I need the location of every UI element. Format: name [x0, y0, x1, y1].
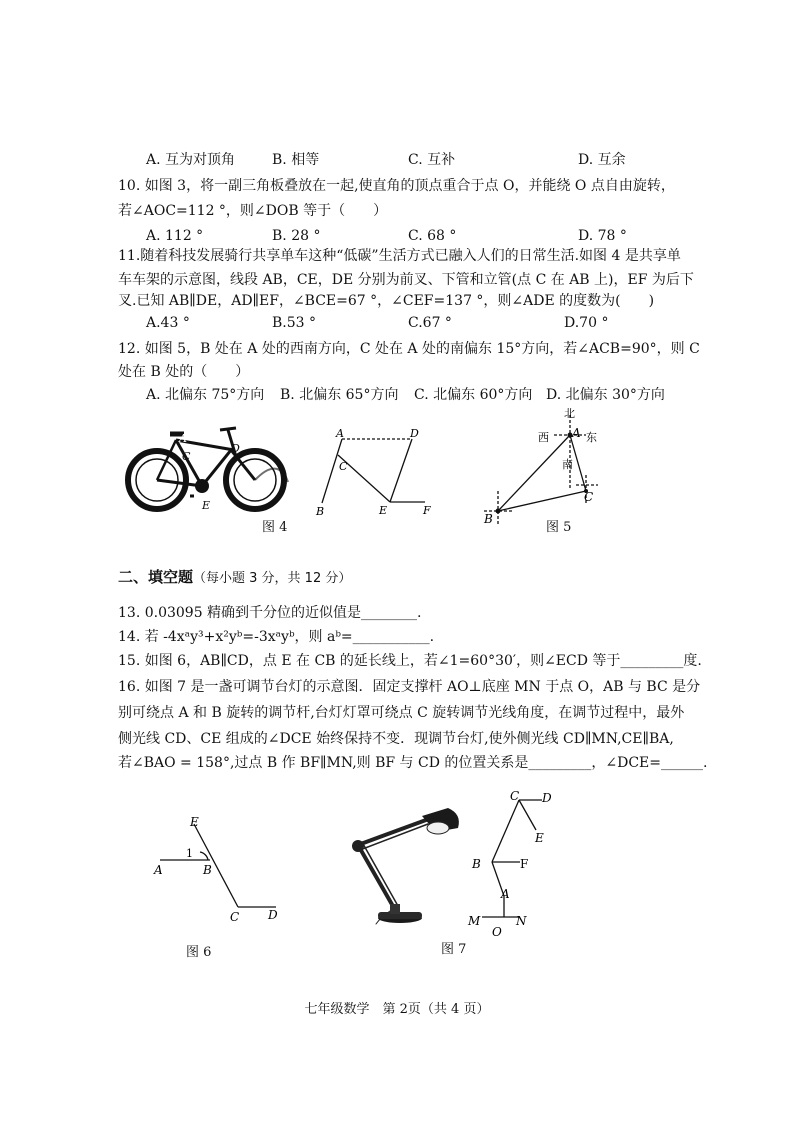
q11-option-d: D.70 °	[564, 315, 609, 331]
bike-label-d: D	[231, 442, 240, 455]
frame-label-d: D	[410, 427, 419, 440]
fig6-label-b: B	[203, 863, 212, 877]
q12-line1: 12. 如图 5，B 处在 A 处的西南方向，C 处在 A 处的南偏东 15°方向，若∠ACB=90°，则 C	[118, 341, 700, 357]
fig7-label-f: F	[520, 857, 529, 871]
frame-label-f: F	[423, 504, 431, 517]
q12-option-c: C. 北偏东 60°方向	[414, 387, 533, 403]
q9-options	[146, 150, 666, 170]
q11-option-a: A.43 °	[146, 315, 190, 331]
q12-option-b: B. 北偏东 65°方向	[280, 387, 399, 403]
figure-7-caption: 图 7	[441, 942, 467, 957]
q10-line2: 若∠AOC=112 °，则∠DOB 等于（ ）	[118, 203, 388, 219]
fig7-label-c: C	[510, 789, 520, 803]
fig7-label-o: O	[492, 925, 502, 939]
figure-7-schematic	[462, 786, 572, 940]
q10-options	[146, 226, 666, 246]
figure-5-caption: 图 5	[546, 520, 572, 535]
fig6-label-e: E	[190, 815, 199, 829]
frame-label-b: B	[316, 505, 325, 518]
bike-label-c: C	[182, 450, 191, 463]
q10-option-b: B. 28 °	[272, 228, 321, 244]
q12-option-a: A. 北偏东 75°方向	[146, 387, 265, 403]
q11-option-c: C.67 °	[408, 315, 452, 331]
fig7-label-e: E	[535, 831, 544, 845]
bike-label-a: A	[179, 432, 187, 445]
fig7-label-n: N	[516, 914, 527, 928]
q12-options	[146, 385, 676, 405]
q16-line3: 侧光线 CD、CE 组成的∠DCE 始终保持不变．现调节台灯,使外侧光线 CD∥MN,CE∥BA,	[118, 731, 674, 747]
frame-label-e: E	[379, 504, 388, 517]
q11-options	[146, 313, 666, 333]
q12-line2: 处在 B 处的（ ）	[118, 364, 250, 380]
fig7-label-b: B	[472, 857, 481, 871]
frame-label-a: A	[336, 427, 344, 440]
q11-option-b: B.53 °	[272, 315, 317, 331]
q9-option-c: C. 互补	[408, 152, 456, 168]
q11-line2: 车车架的示意图，线段 AB，CE，DE 分别为前叉、下管和立管(点 C 在 AB 上)，EF 为后下	[118, 272, 694, 288]
section-2-heading	[118, 566, 351, 587]
fig7-label-m: M	[468, 914, 481, 928]
section-2-title: 二、填空题	[118, 568, 194, 586]
compass-label-a: A	[572, 426, 581, 440]
page-footer: 七年级数学 第 2页（共 4 页）	[304, 1002, 490, 1017]
section-2-note: （每小题 3 分，共 12 分）	[193, 571, 352, 586]
q11-line1: 11.随着科技发展骑行共享单车这种“低碳”生活方式已融入人们的日常生活.如图 4 是共享单	[118, 248, 681, 264]
q9-option-d: D. 互余	[578, 152, 626, 168]
compass-west: 西	[538, 431, 549, 444]
fig6-label-d: D	[268, 908, 278, 922]
compass-south: 南	[562, 458, 573, 471]
fig6-label-c: C	[230, 910, 240, 922]
q12-option-d: D. 北偏东 30°方向	[546, 387, 665, 403]
fig7-label-d: D	[542, 791, 552, 805]
figure-4-caption: 图 4	[262, 520, 288, 535]
q14-text: 14. 若 -4xᵃy³+x²yᵇ=-3xᵃyᵇ，则 aᵇ=___________.	[118, 629, 435, 645]
q10-option-a: A. 112 °	[146, 228, 204, 244]
compass-label-b: B	[484, 512, 493, 526]
q9-option-a: A. 互为对顶角	[146, 152, 236, 168]
figure-4-frame	[310, 425, 440, 520]
figure-4-bicycle	[124, 420, 294, 520]
figure-5-compass	[476, 405, 606, 530]
figure-7-lamp	[340, 800, 470, 935]
q9-option-b: B. 相等	[272, 152, 320, 168]
bike-label-e: E	[202, 499, 211, 512]
q16-line4: 若∠BAO = 158°,过点 B 作 BF∥MN,则 BF 与 CD 的位置关系是_________，∠DCE=______.	[118, 755, 708, 771]
q15-text: 15. 如图 6，AB∥CD，点 E 在 CB 的延长线上，若∠1=60°30′，则∠ECD 等于_________度.	[118, 653, 702, 669]
q16-line2: 别可绕点 A 和 B 旋转的调节杆,台灯灯罩可绕点 C 旋转调节光线角度，在调节过程中，最外	[118, 705, 685, 721]
fig6-label-1: 1	[186, 847, 193, 860]
figure-6-caption: 图 6	[186, 945, 212, 960]
compass-east: 东	[586, 431, 597, 444]
q10-option-d: D. 78 °	[578, 228, 627, 244]
figure-6	[148, 812, 288, 922]
compass-north: 北	[564, 407, 575, 420]
q10-option-c: C. 68 °	[408, 228, 457, 244]
fig7-label-a: A	[501, 887, 510, 901]
bike-label-b: B	[149, 488, 158, 501]
q10-line1: 10. 如图 3，将一副三角板叠放在一起,使直角的顶点重合于点 O，并能绕 O 点自由旋转，	[118, 178, 675, 194]
fig6-label-a: A	[154, 863, 163, 877]
compass-label-c: C	[584, 490, 594, 504]
q11-line3: 叉.已知 AB∥DE，AD∥EF，∠BCE=67 °，∠CEF=137 °，则∠ADE 的度数为( )	[118, 293, 655, 309]
q13-text: 13. 0.03095 精确到千分位的近似值是________.	[118, 605, 422, 621]
q16-line1: 16. 如图 7 是一盏可调节台灯的示意图．固定支撑杆 AO⊥底座 MN 于点 O，AB 与 BC 是分	[118, 679, 701, 695]
bike-label-f: F	[250, 488, 258, 501]
frame-label-c: C	[339, 460, 348, 473]
